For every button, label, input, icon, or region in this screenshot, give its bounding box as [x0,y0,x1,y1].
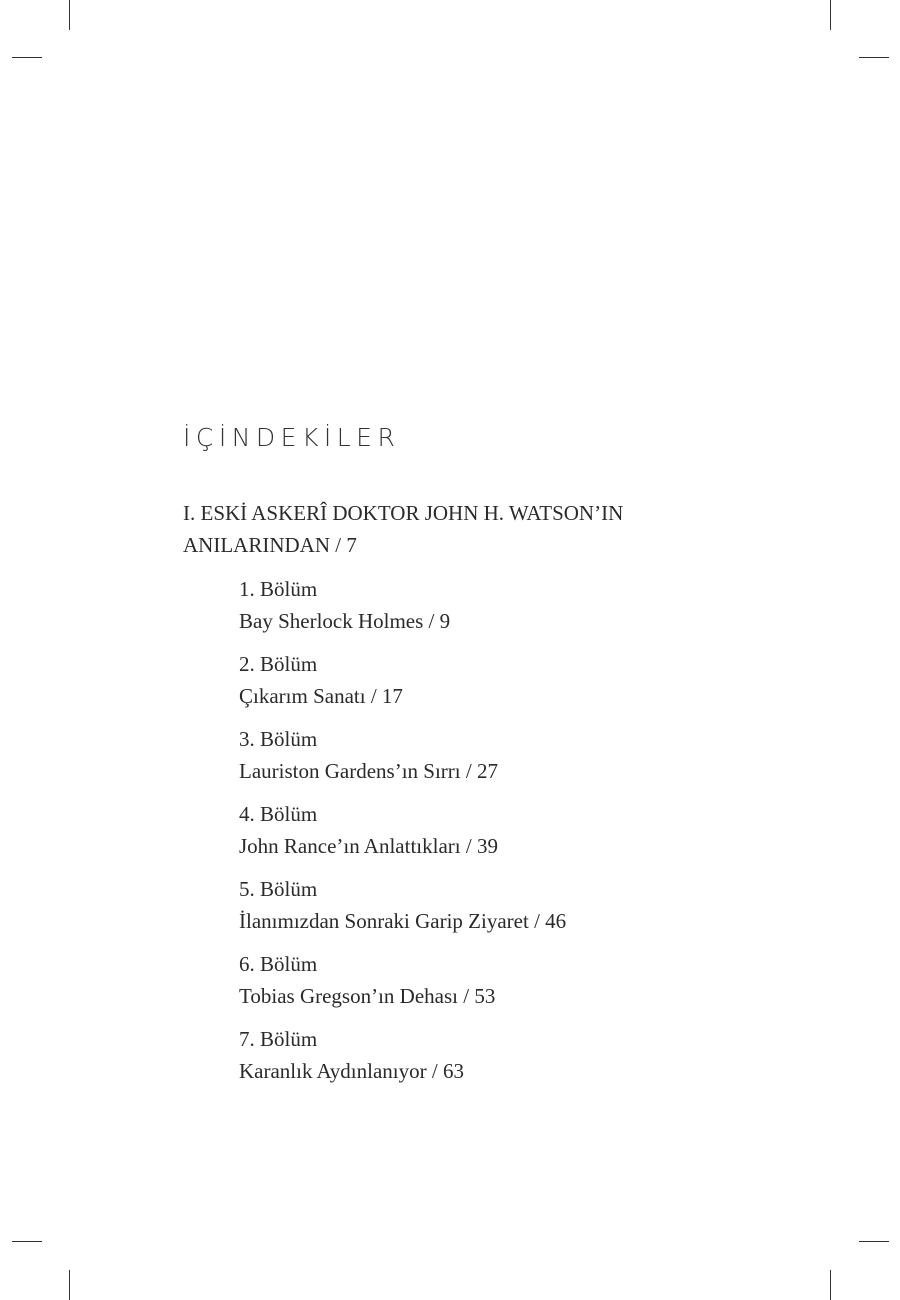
chapter-title: Bay Sherlock Holmes / 9 [239,608,451,633]
part-title: I. ESKİ ASKERÎ DOKTOR JOHN H. WATSON’IN ANILARINDAN / 7 [183,501,624,557]
chapter-number: 3. Bölüm [239,727,318,751]
crop-mark-bottom-right-horizontal [859,1241,889,1242]
chapter-number: 1. Bölüm [239,577,318,601]
crop-mark-top-left-horizontal [12,57,42,58]
crop-mark-top-left-vertical [69,0,70,30]
chapter-number: 5. Bölüm [239,877,318,901]
toc-heading: İÇİNDEKİLER [183,423,401,452]
chapter-entry [239,949,799,1024]
chapter-entry [239,874,799,949]
crop-mark-bottom-left-horizontal [12,1241,42,1242]
chapter-entry [239,724,799,799]
chapter-number: 2. Bölüm [239,652,318,676]
chapter-entry [239,649,799,724]
chapter-title: John Rance’ın Anlattıkları / 39 [239,833,498,858]
chapter-title: Çıkarım Sanatı / 17 [239,683,403,708]
chapter-entry [239,1024,799,1099]
crop-mark-bottom-right-vertical [830,1270,831,1300]
crop-mark-top-right-horizontal [859,57,889,58]
chapter-entry [239,574,799,649]
chapter-number: 7. Bölüm [239,1027,318,1051]
chapter-title: Tobias Gregson’ın Dehası / 53 [239,983,496,1008]
crop-mark-top-right-vertical [830,0,831,30]
chapter-list [239,574,799,1099]
chapter-title: Karanlık Aydınlanıyor / 63 [239,1058,464,1083]
crop-mark-bottom-left-vertical [69,1270,70,1300]
chapter-title: İlanımızdan Sonraki Garip Ziyaret / 46 [239,908,567,933]
chapter-title: Lauriston Gardens’ın Sırrı / 27 [239,758,498,783]
chapter-number: 6. Bölüm [239,952,318,976]
chapter-number: 4. Bölüm [239,802,318,826]
chapter-entry [239,799,799,874]
